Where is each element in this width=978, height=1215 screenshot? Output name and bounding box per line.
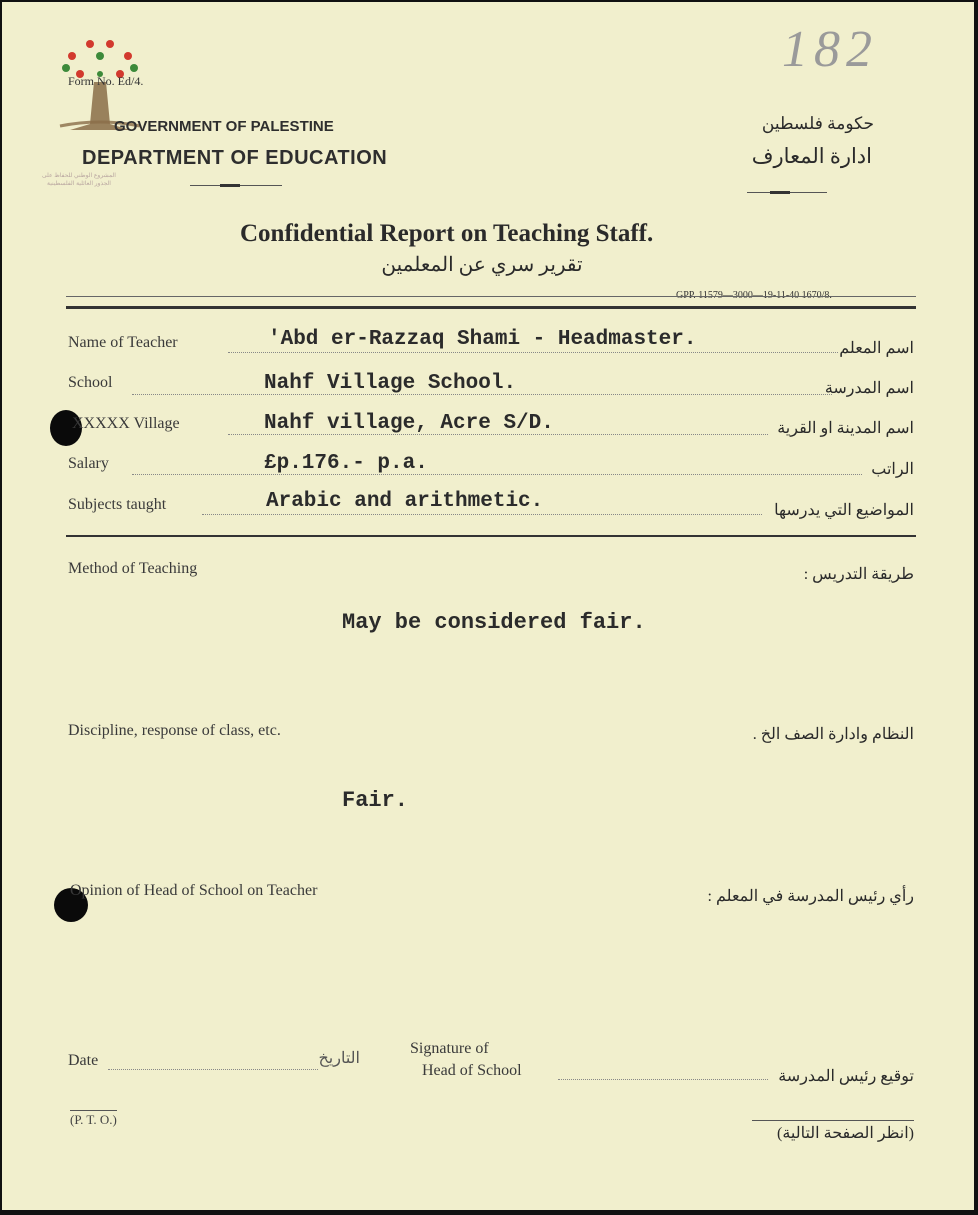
government-title-ar: حكومة فلسطين — [761, 114, 874, 133]
header-divider-right-dash — [770, 191, 790, 194]
fields-bottom-rule — [66, 535, 916, 537]
field-label-ar-subjects: المواضيع التي يدرسها — [774, 502, 914, 519]
discipline-label: Discipline, response of class, etc. — [68, 722, 281, 739]
top-rule-thick — [66, 306, 916, 309]
pto-label-ar: (انظر الصفحة التالية) — [752, 1120, 914, 1143]
date-label: Date — [68, 1052, 99, 1069]
opinion-label: Opinion of Head of School on Teacher — [70, 882, 318, 899]
signature-label-ar: توقيع رئيس المدرسة — [778, 1068, 914, 1085]
field-label-ar-teacher: اسم المعلم — [839, 340, 914, 357]
field-value-salary: £p.176.- p.a. — [264, 452, 428, 475]
department-title: DEPARTMENT OF EDUCATION — [82, 147, 388, 169]
field-value-school: Nahf Village School. — [264, 372, 517, 395]
form-number: Form No. Ed/4. — [68, 74, 144, 88]
department-title-ar: ادارة المعارف — [751, 144, 872, 168]
field-label-ar-salary: الراتب — [871, 461, 914, 478]
field-label-school: School — [68, 374, 113, 391]
field-label-ar-school: اسم المدرسة — [824, 380, 914, 397]
method-value: May be considered fair. — [342, 610, 646, 635]
document-page — [2, 2, 974, 1210]
field-label-salary: Salary — [68, 455, 109, 472]
pto-label: (P. T. O.) — [70, 1112, 117, 1127]
header-divider-left-dash — [220, 184, 240, 187]
method-label: Method of Teaching — [68, 560, 198, 577]
top-rule-thin — [66, 296, 916, 297]
field-value-subjects: Arabic and arithmetic. — [266, 490, 544, 513]
logo-caption: المشروع الوطني للحفاظ على الجذور العائلية الفلسطينية — [42, 173, 116, 187]
method-label-ar: طريقة التدريس : — [803, 566, 914, 583]
opinion-label-ar: رأي رئيس المدرسة في المعلم : — [707, 888, 914, 905]
field-label-ar-village: اسم المدينة او القرية — [777, 420, 914, 437]
signature-label-1: Signature of — [410, 1040, 489, 1057]
date-label-ar: التاريخ — [318, 1050, 360, 1067]
page-number: 182 — [782, 21, 878, 78]
report-title-ar: تقرير سري عن المعلمين — [381, 254, 583, 276]
field-label-village: XXXXX Village — [72, 415, 180, 432]
government-title: GOVERNMENT OF PALESTINE — [114, 118, 334, 135]
report-title: Confidential Report on Teaching Staff. — [240, 220, 654, 247]
discipline-label-ar: النظام وادارة الصف الخ . — [752, 726, 914, 743]
signature-label-2: Head of School — [422, 1062, 522, 1079]
field-value-village: Nahf village, Acre S/D. — [264, 412, 554, 435]
discipline-value: Fair. — [342, 788, 409, 813]
field-label-teacher: Name of Teacher — [68, 334, 178, 351]
field-value-teacher: 'Abd er-Razzaq Shami - Headmaster. — [268, 328, 697, 351]
field-label-subjects: Subjects taught — [68, 496, 167, 513]
